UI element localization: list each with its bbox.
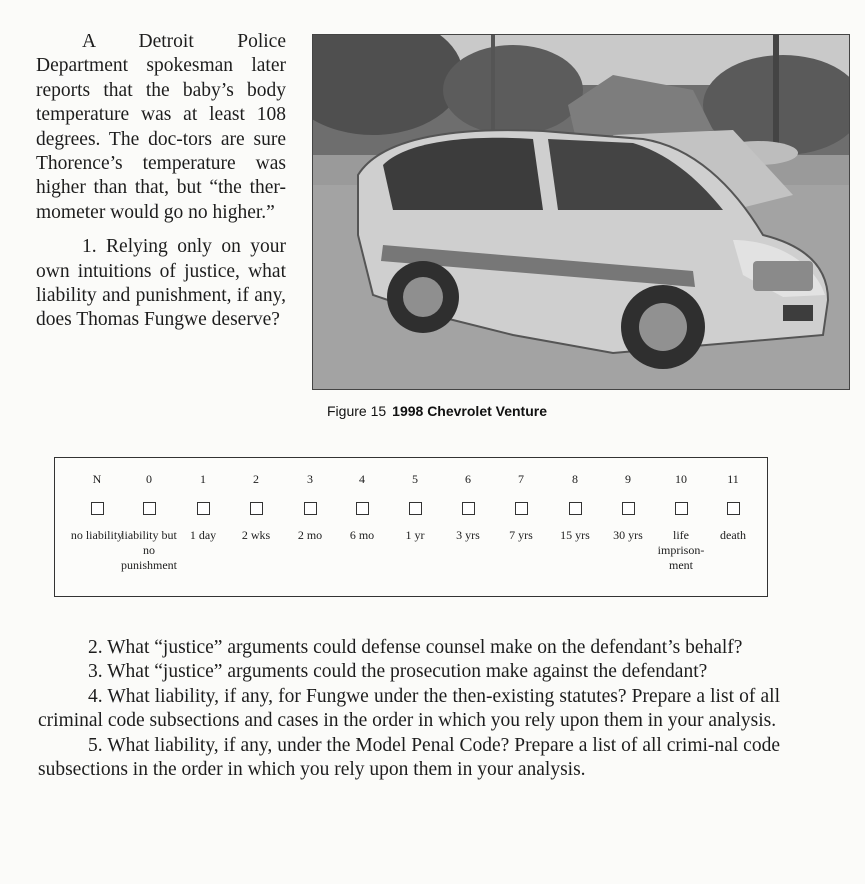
- scale-label: life imprison-ment: [657, 528, 705, 572]
- scale-number: 7: [518, 472, 524, 486]
- scale-label: 1 yr: [405, 528, 425, 542]
- question-2: 2. What “justice” arguments could defense counsel make on the defendant’s behalf?: [88, 637, 743, 658]
- minivan-photo: [313, 35, 849, 389]
- scale-checkbox[interactable]: [409, 502, 422, 515]
- scale-number: 10: [675, 472, 687, 486]
- figure-photo: [312, 34, 850, 390]
- scale-checkbox[interactable]: [675, 502, 688, 515]
- scale-number: 5: [412, 472, 418, 486]
- scale-label: 6 mo: [349, 528, 375, 542]
- scale-number: 6: [465, 472, 471, 486]
- scale-checkbox[interactable]: [356, 502, 369, 515]
- figure-caption: [327, 403, 547, 419]
- scale-label: liability but no punishment: [121, 528, 177, 572]
- scale-number: N: [92, 472, 102, 486]
- scale-number: 1: [200, 472, 206, 486]
- scale-number: 0: [146, 472, 152, 486]
- scale-label: 15 yrs: [560, 528, 590, 542]
- scale-label: death: [720, 528, 746, 542]
- question-3: 3. What “justice” arguments could the prosecution make against the defendant?: [88, 661, 708, 683]
- punishment-scale: [54, 457, 768, 597]
- question-4: 4. What liability, if any, for Fungwe under the then-existing statutes? Prepare a list of all criminal code subsections and cases in the order in which you rely upon them in your analysis.: [38, 685, 780, 732]
- scale-number: 2: [253, 472, 259, 486]
- question-5: 5. What liability, if any, under the Model Penal Code? Prepare a list of all crimi-nal code subsections in the order in which you rely upon them in your analysis.: [38, 734, 780, 781]
- scale-checkbox[interactable]: [727, 502, 740, 515]
- scale-number: 8: [572, 472, 578, 486]
- scale-number: 3: [307, 472, 313, 486]
- scale-label: no liability: [70, 528, 124, 542]
- scale-label: 30 yrs: [613, 528, 643, 542]
- scale-checkbox[interactable]: [569, 502, 582, 515]
- scale-checkbox[interactable]: [143, 502, 156, 515]
- scale-checkbox[interactable]: [197, 502, 210, 515]
- scale-number: 9: [625, 472, 631, 486]
- scale-checkbox[interactable]: [91, 502, 104, 515]
- scale-label: 7 yrs: [509, 528, 533, 542]
- question-list: [38, 636, 780, 782]
- scale-number: 11: [727, 472, 739, 486]
- figure-title: 1998 Chevrolet Venture: [392, 403, 548, 419]
- question-1: 1. Relying only on your own intuitions of justice, what liability and punishment, if any, does Thomas Fungwe deserve?: [36, 236, 286, 331]
- scale-checkbox[interactable]: [622, 502, 635, 515]
- scale-label: 3 yrs: [456, 528, 480, 542]
- scale-checkbox[interactable]: [515, 502, 528, 515]
- scale-checkbox[interactable]: [462, 502, 475, 515]
- intro-paragraph: A Detroit Police Department spokesman later reports that the baby’s body temperature was at least 108 degrees. The doc-tors are sure Thorence’s temperature was higher than that, but “the ther-mometer would go no higher.”: [36, 31, 286, 223]
- scale-option: [701, 472, 765, 543]
- figure-label: Figure 15: [327, 403, 387, 419]
- scale-label: 2 wks: [241, 528, 271, 542]
- intro-text: [36, 30, 286, 333]
- scale-number: 4: [359, 472, 365, 486]
- scale-label: 1 day: [189, 528, 217, 542]
- scale-checkbox[interactable]: [304, 502, 317, 515]
- scale-checkbox[interactable]: [250, 502, 263, 515]
- scale-label: 2 mo: [297, 528, 323, 542]
